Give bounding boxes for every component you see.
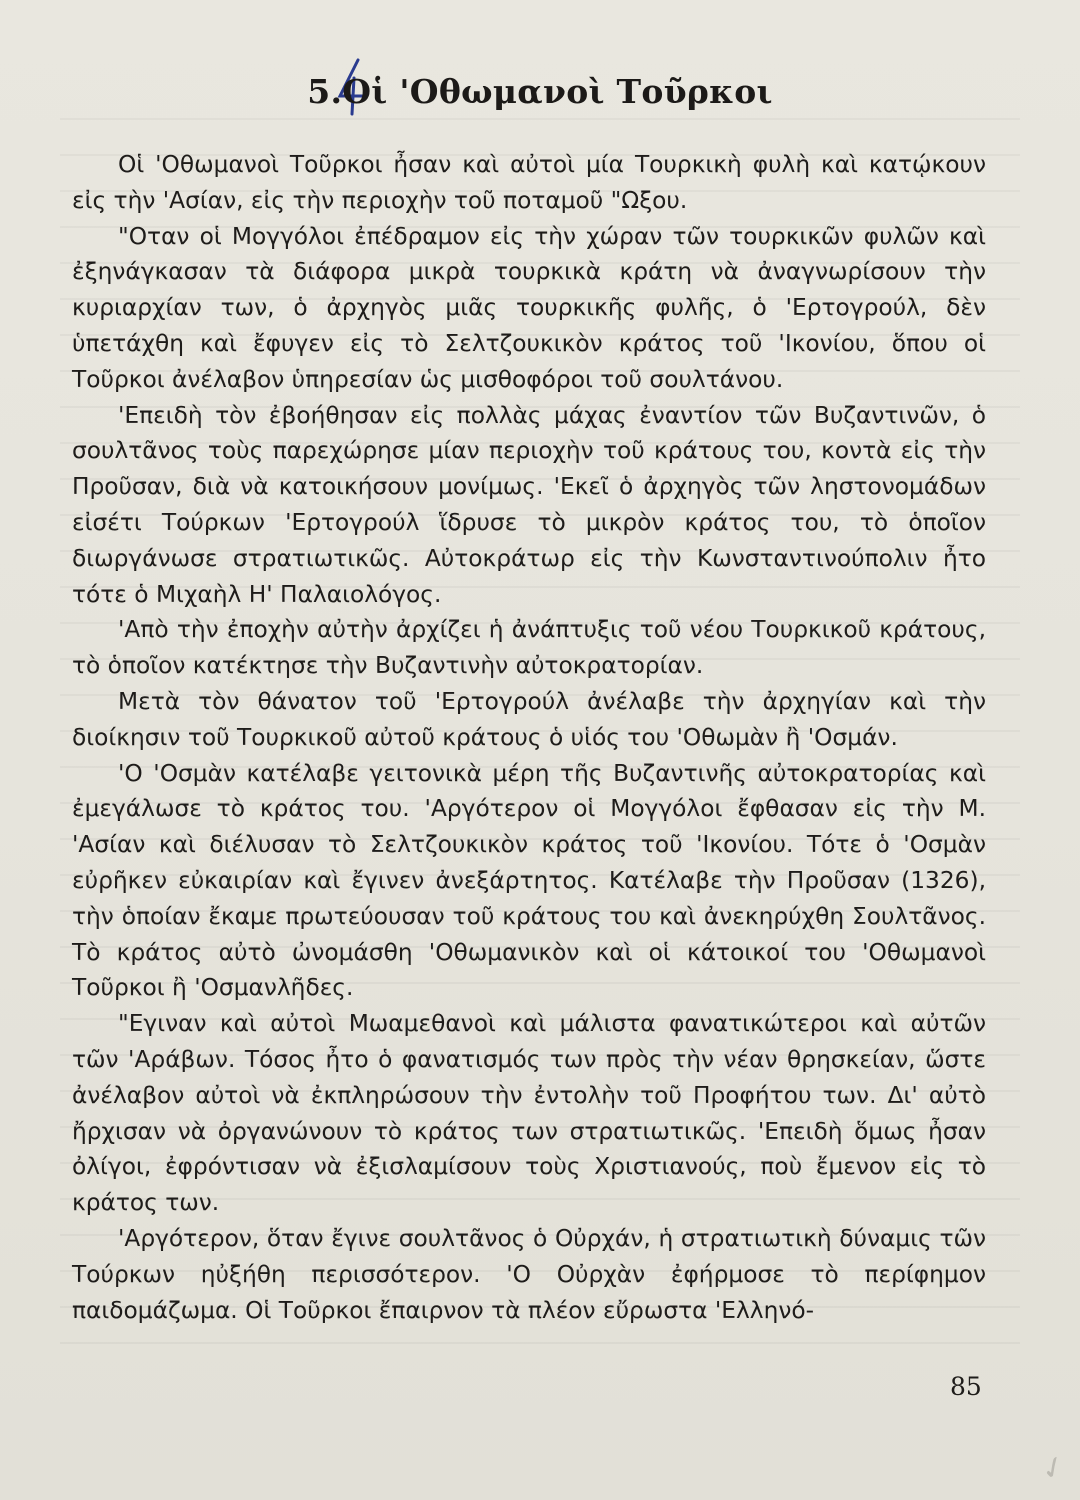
paragraph: 'Απὸ τὴν ἐποχὴν αὐτὴν ἀρχίζει ἡ ἀνάπτυξις τοῦ νέου Τουρκικοῦ κράτους, τὸ ὁποῖον κατέκτησε τὴν Βυζαντινὴν αὐτοκρατορίαν.	[72, 616, 986, 680]
paragraph: 'Αργότερον, ὅταν ἔγινε σουλτᾶνος ὁ Οὐρχάν, ἡ στρατιωτικὴ δύναμις τῶν Τούρκων ηὐξήθη περισσότερον. 'Ο Οὐρχὰν ἐφήρμοσε τὸ περίφημον παιδομάζωμα. Οἱ Τοῦρκοι ἔπαιρνον τὰ πλέον εὔρωστα 'Ελληνό-	[72, 1224, 986, 1324]
chapter-heading	[0, 72, 1080, 111]
chapter-number: 5.	[307, 72, 343, 111]
paragraph: Οἱ 'Οθωμανοὶ Τοῦρκοι ἦσαν καὶ αὐτοὶ μία Τουρκικὴ φυλὴ καὶ κατῴκουν εἰς τὴν 'Ασίαν, εἰς τὴν περιοχὴν τοῦ ποταμοῦ "Ωξου.	[72, 151, 986, 214]
page-number: 85	[950, 1372, 982, 1401]
corner-scribble-icon: ✓	[1034, 1447, 1073, 1490]
paragraph: 'Επειδὴ τὸν ἐβοήθησαν εἰς πολλὰς μάχας ἐναντίον τῶν Βυζαντινῶν, ὁ σουλτᾶνος τοὺς παρεχώρησε μίαν περιοχὴν τοῦ κράτους του, κοντὰ εἰς τὴν Προῦσαν, διὰ νὰ κατοικήσουν μονίμως. 'Εκεῖ ὁ ἀρχηγὸς τῶν ληστονομάδων εἰσέτι Τούρκων 'Ερτογρούλ ἵδρυσε τὸ μικρὸν κράτος του, τὸ ὁποῖον διωργάνωσε στρατιωτικῶς. Αὐτοκράτωρ εἰς τὴν Κωνσταντινούπολιν ἦτο τότε ὁ Μιχαὴλ Η' Παλαιολόγος.	[72, 401, 986, 608]
paragraph: 'Ο 'Οσμὰν κατέλαβε γειτονικὰ μέρη τῆς Βυζαντινῆς αὐτοκρατορίας καὶ ἐμεγάλωσε τὸ κράτος του. 'Αργότερον οἱ Μογγόλοι ἔφθασαν εἰς τὴν Μ. 'Ασίαν καὶ διέλυσαν τὸ Σελτζουκικὸν κράτος τοῦ 'Ικονίου. Τότε ὁ 'Οσμὰν εὐρῆκεν εὐκαιρίαν καὶ ἔγινεν ἀνεξάρτητος. Κατέλαβε τὴν Προῦσαν (1326), τὴν ὁποίαν ἔκαμε πρωτεύουσαν τοῦ κράτους του καὶ ἀνεκηρύχθη Σουλτᾶνος. Τὸ κράτος αὐτὸ ὠνομάσθη 'Οθωμανικὸν καὶ οἱ κάτοικοί του 'Οθωμανοὶ Τοῦρκοι ἢ 'Οσμανλῆδες.	[72, 759, 986, 1002]
paragraph: "Οταν οἱ Μογγόλοι ἐπέδραμον εἰς τὴν χώραν τῶν τουρκικῶν φυλῶν καὶ ἐξηνάγκασαν τὰ διάφορα μικρὰ τουρκικὰ κράτη νὰ ἀναγνωρίσουν τὴν κυριαρχίαν των, ὁ ἀρχηγὸς μιᾶς τουρκικῆς φυλῆς, ὁ 'Ερτογρούλ, δὲν ὑπετάχθη καὶ ἔφυγεν εἰς τὸ Σελτζουκικὸν κράτος τοῦ 'Ικονίου, ὅπου οἱ Τοῦρκοι ἀνέλαβον ὑπηρεσίαν ὡς μισθοφόροι τοῦ σουλτάνου.	[72, 222, 986, 393]
chapter-title: Οἱ 'Οθωμανοὶ Τοῦρκοι	[342, 72, 773, 111]
body-text	[72, 147, 986, 1328]
paragraph: "Εγιναν καὶ αὐτοὶ Μωαμεθανοὶ καὶ μάλιστα φανατικώτεροι καὶ αὐτῶν τῶν 'Αράβων. Τόσος ἦτο ὁ φανατισμός των πρὸς τὴν νέαν θρησκείαν, ὥστε ἀνέλαβον αὐτοὶ νὰ ἐκπληρώσουν τὴν ἐντολὴν τοῦ Προφήτου των. Δι' αὐτὸ ἤρχισαν νὰ ὀργανώνουν τὸ κράτος των στρατιωτικῶς. 'Επειδὴ ὅμως ἦσαν ὀλίγοι, ἐφρόντισαν νὰ ἐξισλαμίσουν τοὺς Χριστιανούς, ποὺ ἔμενον εἰς τὸ κράτος των.	[72, 1010, 986, 1217]
paragraph: Μετὰ τὸν θάνατον τοῦ 'Ερτογρούλ ἀνέλαβε τὴν ἀρχηγίαν καὶ τὴν διοίκησιν τοῦ Τουρκικοῦ αὐτοῦ κράτους ὁ υἱός του 'Οθωμὰν ἢ 'Οσμάν.	[72, 687, 986, 751]
